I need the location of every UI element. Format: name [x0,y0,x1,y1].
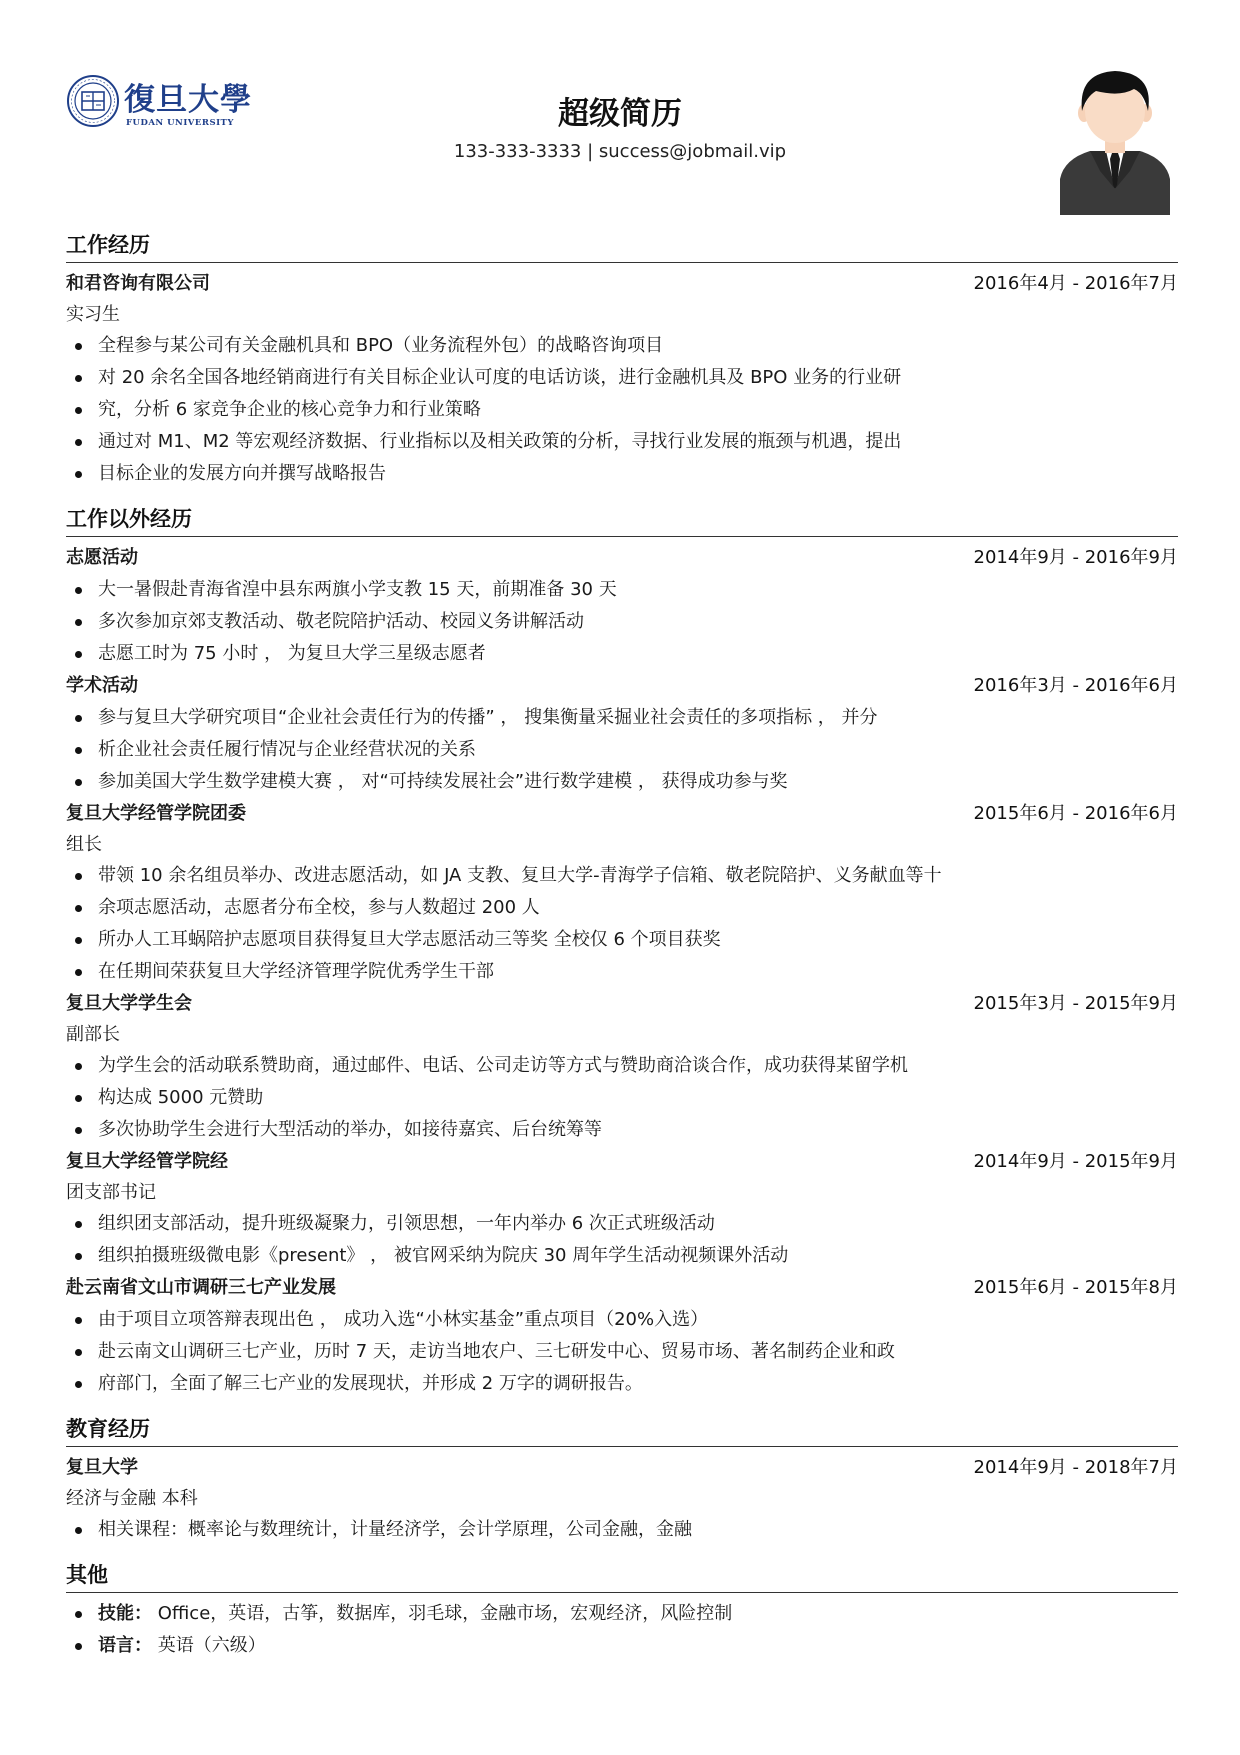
bullet-list [66,1598,1178,1662]
section-work-experience [66,230,1178,490]
bullet-list [66,860,1178,988]
extra-entry-league-branch [66,1146,1178,1272]
bullet-icon [75,715,82,722]
bullet-icon [75,1253,82,1260]
list-item: 目标企业的发展方向并撰写战略报告 [66,458,1178,490]
bullet-list [66,330,1178,490]
bullet-list [66,574,1178,670]
list-item: 多次协助学生会进行大型活动的举办，如接待嘉宾、后台统筹等 [66,1114,1178,1146]
bullet-icon [75,969,82,976]
bullet-list [66,1514,1178,1546]
bullet-icon [75,1095,82,1102]
extra-entry-academic [66,670,1178,798]
entry-date: 2016年3月 - 2016年6月 [973,675,1178,696]
section-title: 教育经历 [66,1414,1178,1447]
section-title: 工作经历 [66,230,1178,263]
list-item: 多次参加京郊支教活动、敬老院陪护活动、校园义务讲解活动 [66,606,1178,638]
list-item: 志愿工时为 75 小时 ， 为复旦大学三星级志愿者 [66,638,1178,670]
bullet-icon [75,1611,82,1618]
list-item-languages [66,1630,1178,1662]
entry-role: 实习生 [66,304,120,325]
bullet-icon [75,1527,82,1534]
extra-entry-volunteer [66,542,1178,670]
resume-title: 超级简历 [558,96,682,132]
entry-role: 经济与金融 本科 [66,1488,198,1509]
entry-name: 复旦大学学生会 [66,993,192,1014]
bullet-icon [75,587,82,594]
bullet-icon [75,407,82,414]
contact-info: 133-333-3333 | success@jobmail.vip [453,141,787,162]
entry-role: 副部长 [66,1024,120,1045]
bullet-icon [75,343,82,350]
extra-entry-youth-league [66,798,1178,988]
bullet-icon [75,1381,82,1388]
list-item: 在任期间荣获复旦大学经济管理学院优秀学生干部 [66,956,1178,988]
bullet-icon [75,1063,82,1070]
entry-name: 学术活动 [66,675,138,696]
section-title: 其他 [66,1560,1178,1593]
list-item: 析企业社会责任履行情况与企业经营状况的关系 [66,734,1178,766]
bullet-icon [75,747,82,754]
section-title: 工作以外经历 [66,504,1178,537]
entry-date: 2015年6月 - 2015年8月 [973,1277,1178,1298]
list-item: 参加美国大学生数学建模大赛 ， 对“可持续发展社会”进行数学建模 ， 获得成功参与奖 [66,766,1178,798]
bullet-icon [75,439,82,446]
bullet-icon [75,1643,82,1650]
extra-entry-yunnan-research [66,1272,1178,1400]
entry-name: 复旦大学 [66,1457,138,1478]
list-item: 构达成 5000 元赞助 [66,1082,1178,1114]
entry-name: 复旦大学经管学院经 [66,1151,228,1172]
list-item: 组织团支部活动，提升班级凝聚力，引领思想，一年内举办 6 次正式班级活动 [66,1208,1178,1240]
entry-name: 和君咨询有限公司 [66,273,210,294]
bullet-list [66,1208,1178,1272]
list-item: 全程参与某公司有关金融机具和 BPO（业务流程外包）的战略咨询项目 [66,330,1178,362]
logo-wordmark: 復旦大學 [124,82,252,118]
entry-date: 2014年9月 - 2016年9月 [973,547,1178,568]
list-item: 参与复旦大学研究项目“企业社会责任行为的传播” ， 搜集衡量采掘业社会责任的多项指标 ， 并分 [66,702,1178,734]
entry-role: 组长 [66,834,102,855]
list-item: 为学生会的活动联系赞助商，通过邮件、电话、公司走访等方式与赞助商洽谈合作，成功获得某留学机 [66,1050,1178,1082]
extra-entry-student-union [66,988,1178,1146]
resume-content [66,230,1178,1676]
logo-subtext: FUDAN UNIVERSITY [126,118,234,128]
education-entry [66,1452,1178,1546]
list-item: 相关课程：概率论与数理统计，计量经济学，会计学原理，公司金融，金融 [66,1514,1178,1546]
bullet-icon [75,1221,82,1228]
list-item: 大一暑假赴青海省湟中县东两旗小学支教 15 天，前期准备 30 天 [66,574,1178,606]
bullet-icon [75,779,82,786]
entry-name: 复旦大学经管学院团委 [66,803,246,824]
bullet-list [66,1050,1178,1146]
bullet-icon [75,375,82,382]
bullet-icon [75,1349,82,1356]
bullet-list [66,702,1178,798]
bullet-icon [75,1127,82,1134]
bullet-icon [75,471,82,478]
entry-role: 团支部书记 [66,1182,156,1203]
entry-date: 2015年6月 - 2016年6月 [973,803,1178,824]
list-item: 余项志愿活动，志愿者分布全校，参与人数超过 200 人 [66,892,1178,924]
item-value: Office，英语，古筝，数据库，羽毛球，金融市场，宏观经济，风险控制 [152,1603,733,1624]
item-label: 语言： [98,1635,152,1656]
avatar-icon [1060,67,1170,215]
bullet-icon [75,651,82,658]
list-item: 通过对 M1、M2 等宏观经济数据、行业指标以及相关政策的分析，寻找行业发展的瓶颈与机遇，提出 [66,426,1178,458]
section-extra-experience [66,504,1178,1400]
bullet-icon [75,937,82,944]
list-item: 赴云南文山调研三七产业，历时 7 天，走访当地农户、三七研发中心、贸易市场、著名制药企业和政 [66,1336,1178,1368]
section-education [66,1414,1178,1546]
bullet-icon [75,619,82,626]
entry-date: 2014年9月 - 2018年7月 [973,1457,1178,1478]
list-item: 由于项目立项答辩表现出色 ， 成功入选“小林实基金”重点项目（20%入选） [66,1304,1178,1336]
entry-date: 2016年4月 - 2016年7月 [973,273,1178,294]
bullet-list [66,1304,1178,1400]
item-value: 英语（六级） [152,1635,266,1656]
entry-date: 2014年9月 - 2015年9月 [973,1151,1178,1172]
list-item: 府部门，全面了解三七产业的发展现状，并形成 2 万字的调研报告。 [66,1368,1178,1400]
list-item-skills [66,1598,1178,1630]
list-item: 所办人工耳蜗陪护志愿项目获得复旦大学志愿活动三等奖 全校仅 6 个项目获奖 [66,924,1178,956]
list-item: 带领 10 余名组员举办、改进志愿活动，如 JA 支教、复旦大学-青海学子信箱、敬老院陪护、义务献血等十 [66,860,1178,892]
list-item: 组织拍摄班级微电影《present》 ， 被官网采纳为院庆 30 周年学生活动视频课外活动 [66,1240,1178,1272]
list-item: 对 20 余名全国各地经销商进行有关目标企业认可度的电话访谈，进行金融机具及 BPO 业务的行业研 [66,362,1178,394]
entry-date: 2015年3月 - 2015年9月 [973,993,1178,1014]
list-item: 究，分析 6 家竞争企业的核心竞争力和行业策略 [66,394,1178,426]
entry-name: 志愿活动 [66,547,138,568]
item-label: 技能： [98,1603,152,1624]
entry-name: 赴云南省文山市调研三七产业发展 [66,1277,336,1298]
bullet-icon [75,873,82,880]
work-entry [66,268,1178,490]
bullet-icon [75,905,82,912]
section-other [66,1560,1178,1662]
bullet-icon [75,1317,82,1324]
